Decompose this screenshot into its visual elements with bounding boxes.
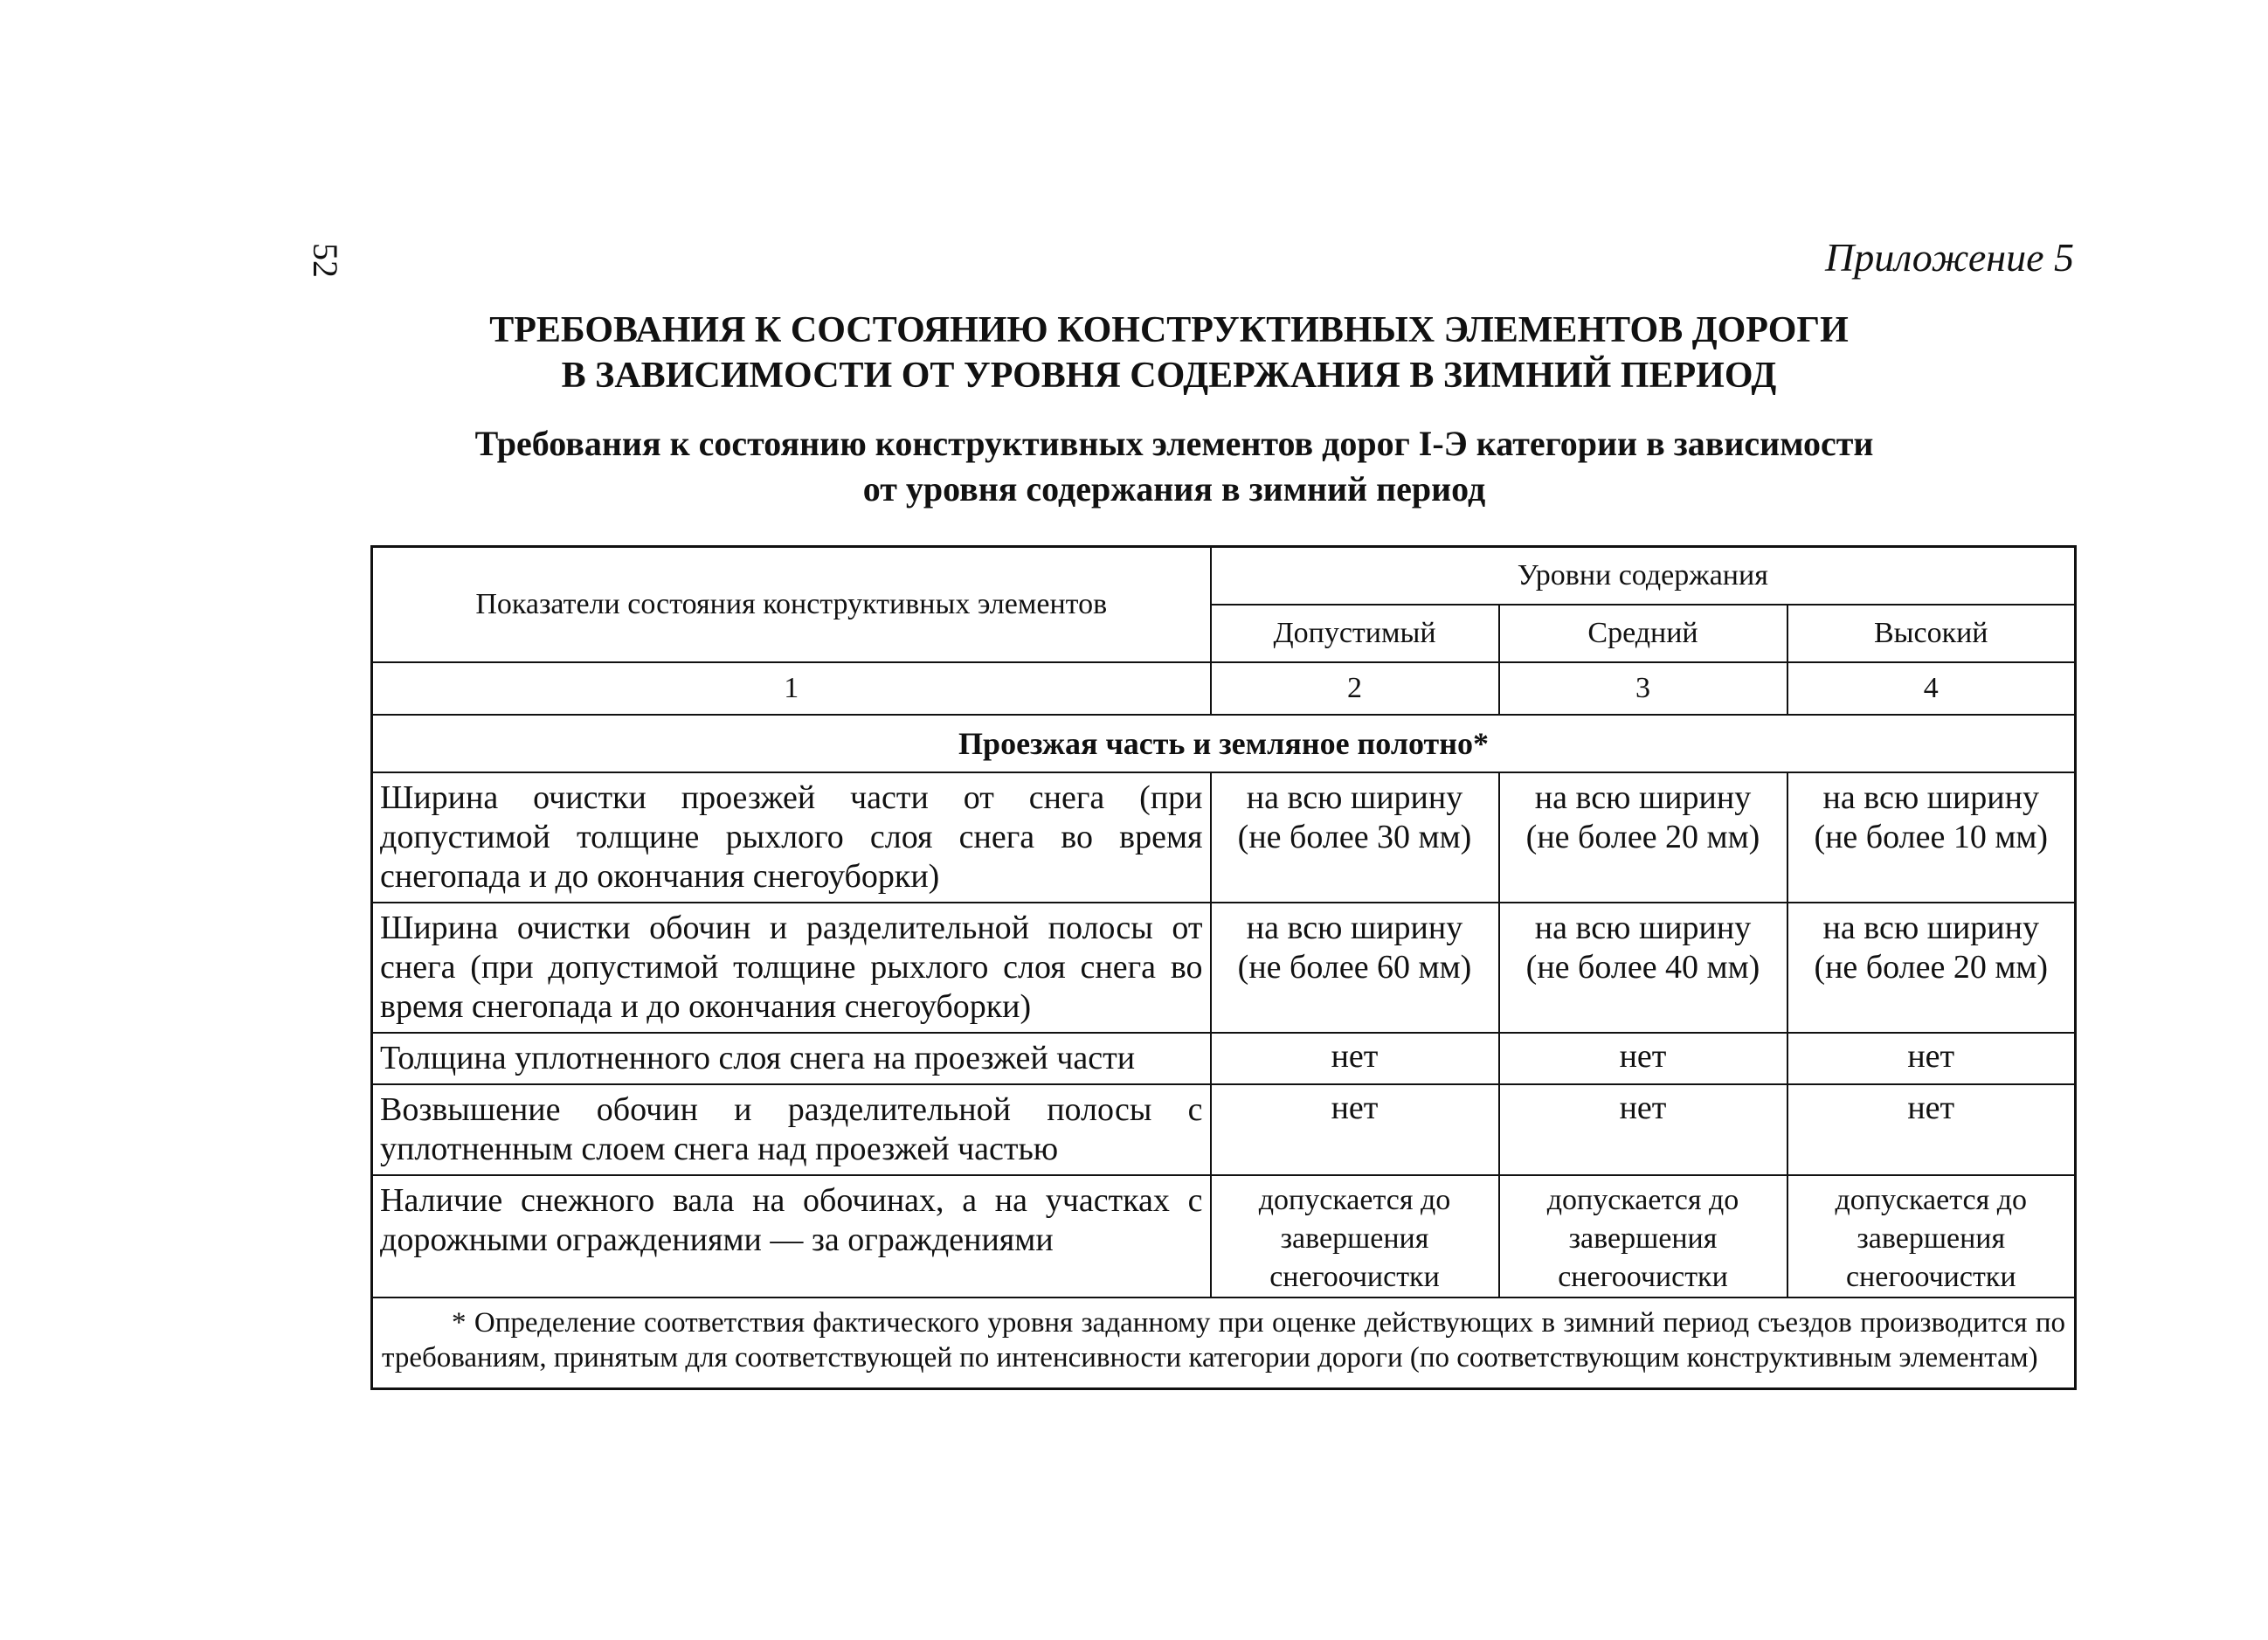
table-row xyxy=(372,1175,2076,1297)
value-line: на всю ширину xyxy=(1822,910,2039,946)
footnote-text: * Определение соответствия фактического уровня заданному при оценке действующих в зимний период съездов производится по требованиям, принятым для соответствующей по интенсивности категории дороги (по соответствующим конструктивным элементам) xyxy=(382,1307,2066,1374)
value-line: снегоочистки xyxy=(1269,1261,1440,1293)
value-cell: нет xyxy=(1787,1084,2076,1175)
value-cell xyxy=(1211,1175,1499,1297)
value-line: (не более 60 мм) xyxy=(1237,949,1472,986)
header-row xyxy=(372,547,2076,605)
appendix-label: Приложение 5 xyxy=(1824,235,2074,280)
value-line: допускается до xyxy=(1546,1184,1739,1216)
subtitle-line: Требования к состоянию конструктивных элементов дорог I-Э категории в зависимости xyxy=(474,424,1874,463)
indicator-cell: Наличие снежного вала на обочинах, а на участках с дорожными ограждениями — за ограждениями xyxy=(372,1175,1211,1297)
value-line: на всю ширину xyxy=(1246,910,1463,946)
footnote-cell xyxy=(372,1297,2076,1389)
value-cell xyxy=(1211,903,1499,1033)
table-row xyxy=(372,1084,2076,1175)
value-cell xyxy=(1787,903,2076,1033)
value-cell: нет xyxy=(1211,1084,1499,1175)
indicators-header: Показатели состояния конструктивных элементов xyxy=(372,547,1211,663)
value-cell: нет xyxy=(1499,1033,1787,1084)
column-number: 4 xyxy=(1787,662,2076,715)
table-row xyxy=(372,1033,2076,1084)
value-cell xyxy=(1787,1175,2076,1297)
table-row xyxy=(372,772,2076,903)
value-line: (не более 10 мм) xyxy=(1814,819,2049,855)
value-line: (не более 20 мм) xyxy=(1814,949,2049,986)
value-line: (не более 20 мм) xyxy=(1525,819,1760,855)
title-line: ТРЕБОВАНИЯ К СОСТОЯНИЮ КОНСТРУКТИВНЫХ ЭЛЕМЕНТОВ ДОРОГИ xyxy=(489,310,1849,350)
level-name: Допустимый xyxy=(1211,605,1499,662)
indicator-cell: Ширина очистки проезжей части от снега (при допустимой толщине рыхлого слоя снега во время снегопада и до окончания снегоуборки) xyxy=(372,772,1211,903)
value-line: завершения xyxy=(1280,1222,1429,1255)
value-line: снегоочистки xyxy=(1845,1261,2016,1293)
value-line: допускается до xyxy=(1835,1184,2028,1216)
levels-header: Уровни содержания xyxy=(1211,547,2076,605)
value-line: завершения xyxy=(1857,1222,2006,1255)
value-line: снегоочистки xyxy=(1558,1261,1728,1293)
table-title xyxy=(40,421,2268,512)
value-line: (не более 40 мм) xyxy=(1525,949,1760,986)
requirements-table xyxy=(370,545,2077,1390)
value-cell: нет xyxy=(1499,1084,1787,1175)
value-line: на всю ширину xyxy=(1246,779,1463,816)
footnote-row xyxy=(372,1297,2076,1389)
value-cell xyxy=(1787,772,2076,903)
indicator-cell: Толщина уплотненного слоя снега на проезжей части xyxy=(372,1033,1211,1084)
column-numbers-row xyxy=(372,662,2076,715)
document-title xyxy=(35,308,2268,398)
column-number: 1 xyxy=(372,662,1211,715)
value-cell xyxy=(1499,772,1787,903)
value-cell xyxy=(1499,903,1787,1033)
value-cell: нет xyxy=(1787,1033,2076,1084)
indicator-cell: Ширина очистки обочин и разделительной полосы от снега (при допустимой толщине рыхлого слоя снега во время снегопада и до окончания снегоуборки) xyxy=(372,903,1211,1033)
value-line: допускается до xyxy=(1258,1184,1451,1216)
value-line: завершения xyxy=(1568,1222,1718,1255)
level-name: Средний xyxy=(1499,605,1787,662)
table-row xyxy=(372,903,2076,1033)
page-number: 52 xyxy=(306,243,345,278)
section-title: Проезжая часть и земляное полотно* xyxy=(372,715,2076,772)
value-line: на всю ширину xyxy=(1534,779,1752,816)
value-line: (не более 30 мм) xyxy=(1237,819,1472,855)
value-cell xyxy=(1211,772,1499,903)
column-number: 2 xyxy=(1211,662,1499,715)
section-row xyxy=(372,715,2076,772)
value-cell: нет xyxy=(1211,1033,1499,1084)
level-name: Высокий xyxy=(1787,605,2076,662)
subtitle-line: от уровня содержания в зимний период xyxy=(862,469,1486,509)
value-line: на всю ширину xyxy=(1822,779,2039,816)
column-number: 3 xyxy=(1499,662,1787,715)
value-line: на всю ширину xyxy=(1534,910,1752,946)
value-cell xyxy=(1499,1175,1787,1297)
title-line: В ЗАВИСИМОСТИ ОТ УРОВНЯ СОДЕРЖАНИЯ В ЗИМНИЙ ПЕРИОД xyxy=(561,356,1777,396)
indicator-cell: Возвышение обочин и разделительной полосы с уплотненным слоем снега над проезжей частью xyxy=(372,1084,1211,1175)
